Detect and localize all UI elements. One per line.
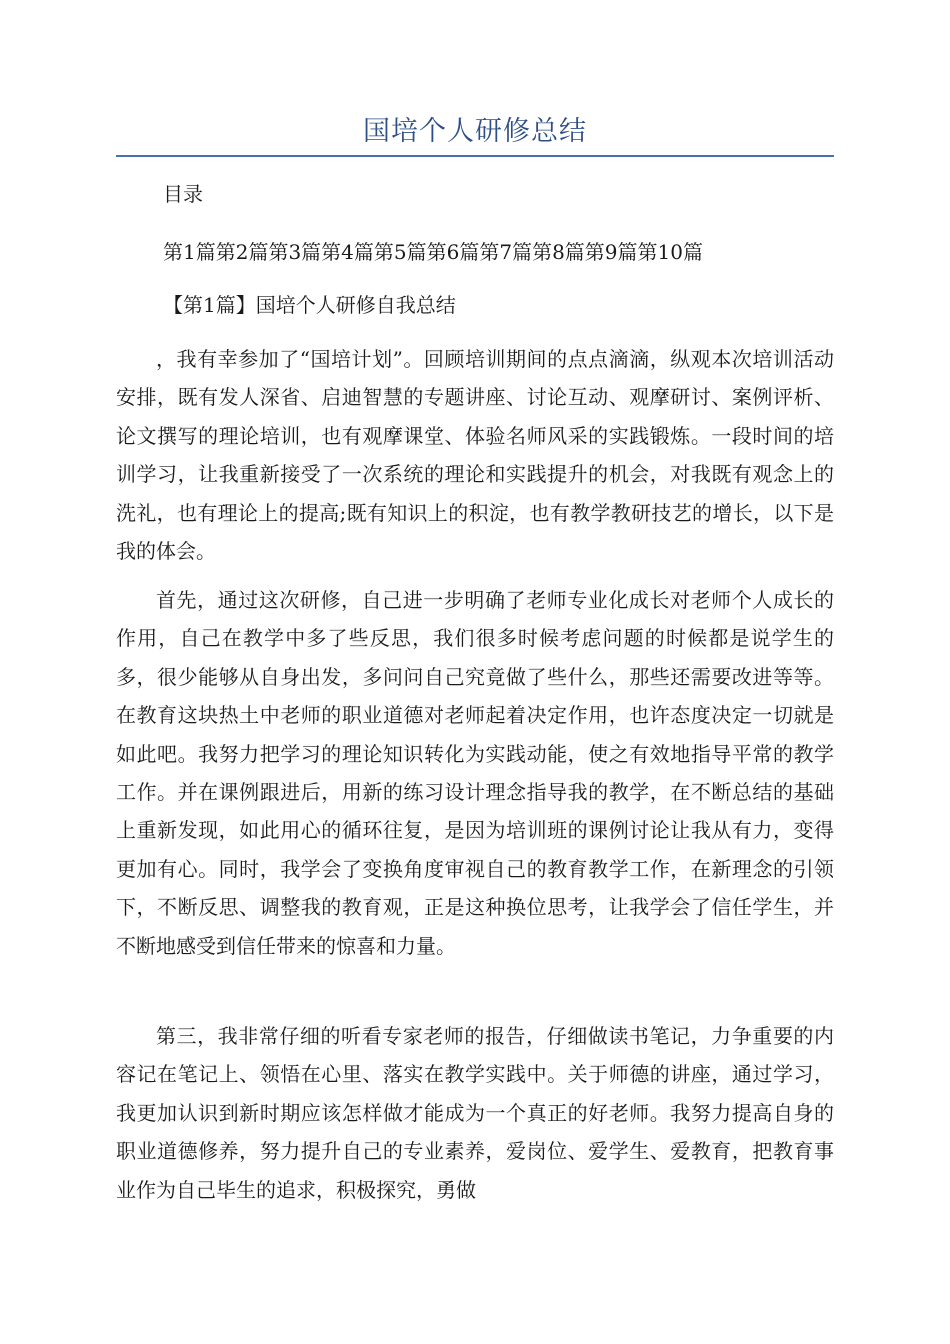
body-paragraph: ，我有幸参加了“国培计划”。回顾培训期间的点点滴滴，纵观本次培训活动安排，既有发人深省、启迪智慧的专题讲座、讨论互动、观摩研讨、案例评析、论文撰写的理论培训，也有观摩课堂、体验名师风采的实践锻炼。一段时间的培训学习，让我重新接受了一次系统的理论和实践提升的机会，对我既有观念上的洗礼，也有理论上的提高;既有知识上的积淀，也有教学教研技艺的增长，以下是我的体会。 [116, 347, 834, 564]
section-heading: 【第1篇】国培个人研修自我总结 [163, 293, 456, 317]
title-underline [116, 155, 834, 157]
toc-list: 第1篇第2篇第3篇第4篇第5篇第6篇第7篇第8篇第9篇第10篇 [163, 240, 703, 264]
toc-heading: 目录 [163, 182, 203, 206]
document-title: 国培个人研修总结 [363, 116, 587, 147]
body-paragraph: 第三，我非常仔细的听看专家老师的报告，仔细做读书笔记，力争重要的内容记在笔记上、领悟在心里、落实在教学实践中。关于师德的讲座，通过学习，我更加认识到新时期应该怎样做才能成为一个真正的好老师。我努力提高自身的职业道德修养，努力提升自己的专业素养，爱岗位、爱学生、爱教育，把教育事业作为自己毕生的追求，积极探究，勇做 [116, 1024, 834, 1202]
body-paragraph: 首先，通过这次研修，自己进一步明确了老师专业化成长对老师个人成长的作用，自己在教学中多了些反思，我们很多时候考虑问题的时候都是说学生的多，很少能够从自身出发，多问问自己究竟做了些什么，那些还需要改进等等。在教育这块热土中老师的职业道德对老师起着决定作用，也许态度决定一切就是如此吧。我努力把学习的理论知识转化为实践动能，使之有效地指导平常的教学工作。并在课例跟进后，用新的练习设计理念指导我的教学，在不断总结的基础上重新发现，如此用心的循环往复，是因为培训班的课例讨论让我从有力，变得更加有心。同时，我学会了变换角度审视自己的教育教学工作，在新理念的引领下，不断反思、调整我的教育观，正是这种换位思考，让我学会了信任学生，并不断地感受到信任带来的惊喜和力量。 [116, 588, 834, 958]
